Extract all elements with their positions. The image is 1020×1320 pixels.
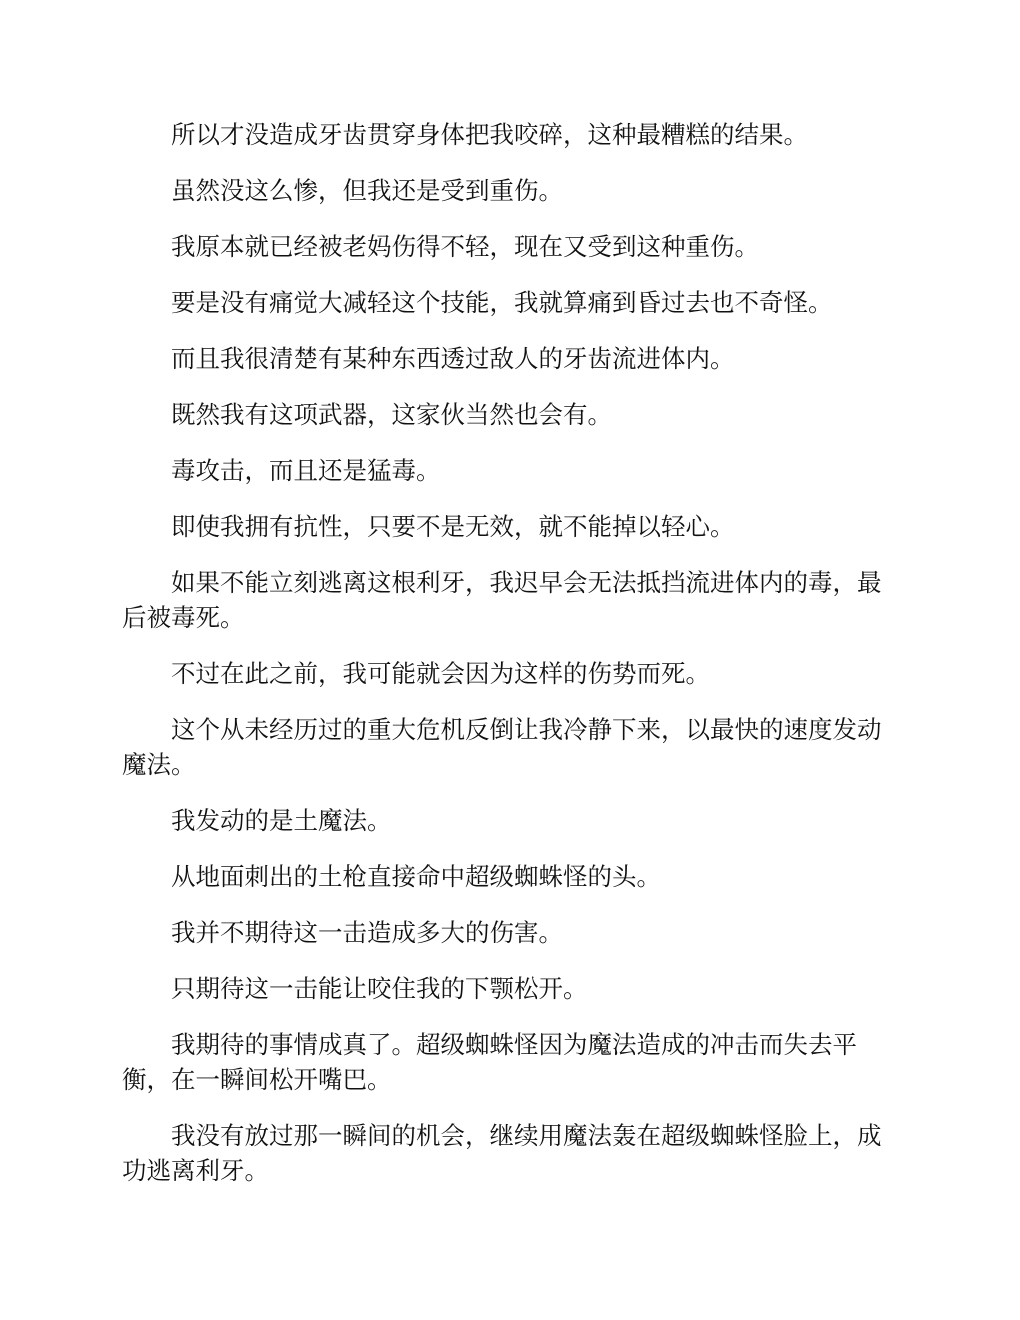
paragraph: 我期待的事情成真了。超级蜘蛛怪因为魔法造成的冲击而失去平衡，在一瞬间松开嘴巴。 <box>122 1030 857 1094</box>
paragraph: 虽然没这么惨，但我还是受到重伤。 <box>171 176 563 205</box>
document-body <box>122 117 898 1209</box>
paragraph: 我发动的是土魔法。 <box>171 806 392 835</box>
paragraph: 我并不期待这一击造成多大的伤害。 <box>171 918 563 947</box>
paragraph: 不过在此之前，我可能就会因为这样的伤势而死。 <box>171 659 710 688</box>
paragraph: 只期待这一击能让咬住我的下颚松开。 <box>171 974 588 1003</box>
paragraph: 而且我很清楚有某种东西透过敌人的牙齿流进体内。 <box>171 344 735 373</box>
paragraph: 我没有放过那一瞬间的机会，继续用魔法轰在超级蜘蛛怪脸上，成功逃离利牙。 <box>122 1121 882 1185</box>
paragraph: 这个从未经历过的重大危机反倒让我冷静下来，以最快的速度发动魔法。 <box>122 715 882 779</box>
paragraph: 既然我有这项武器，这家伙当然也会有。 <box>171 400 612 429</box>
paragraph: 所以才没造成牙齿贯穿身体把我咬碎，这种最糟糕的结果。 <box>171 120 808 149</box>
paragraph: 从地面刺出的土枪直接命中超级蜘蛛怪的头。 <box>171 862 661 891</box>
paragraph: 我原本就已经被老妈伤得不轻，现在又受到这种重伤。 <box>171 232 759 261</box>
paragraph: 要是没有痛觉大减轻这个技能，我就算痛到昏过去也不奇怪。 <box>171 288 833 317</box>
paragraph: 即使我拥有抗性，只要不是无效，就不能掉以轻心。 <box>171 512 735 541</box>
paragraph: 毒攻击，而且还是猛毒。 <box>171 456 441 485</box>
paragraph: 如果不能立刻逃离这根利牙，我迟早会无法抵挡流进体内的毒，最后被毒死。 <box>122 568 882 632</box>
